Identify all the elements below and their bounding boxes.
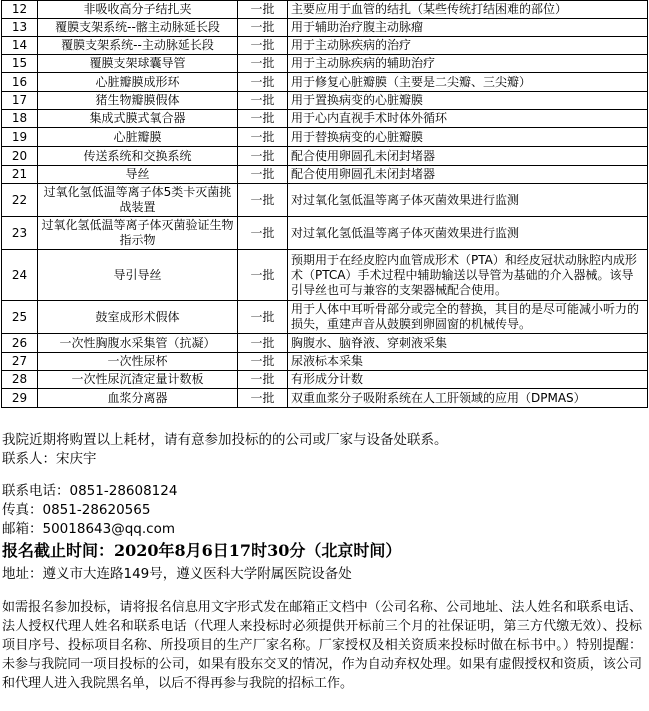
purchase-intro: 我院近期将购置以上耗材，请有意参加投标的的公司或厂家与设备处联系。: [2, 432, 448, 448]
item-batch: 一批: [238, 37, 288, 55]
table-row: [2, 92, 648, 110]
item-usage: 配合使用卵圆孔未闭封堵器: [288, 147, 648, 166]
row-number: 16: [2, 73, 38, 92]
item-batch: 一批: [238, 250, 288, 301]
item-usage: 胸腹水、脑脊液、穿刺液采集: [288, 334, 648, 353]
item-batch: 一批: [238, 217, 288, 250]
item-batch: 一批: [238, 110, 288, 128]
table-body: [2, 1, 648, 408]
item-usage: 用于辅助治疗腹主动脉瘤: [288, 19, 648, 37]
registration-deadline: 报名截止时间：2020年8月6日17时30分（北京时间）: [2, 541, 402, 560]
item-usage: 用于人体中耳听骨部分或完全的替换，其目的是尽可能减小听力的损失，重建声音从鼓膜到卵圆窗的机械传导。: [288, 301, 648, 334]
contact-email: 邮箱：50018643@qq.com: [2, 521, 175, 537]
table-row: [2, 73, 648, 92]
row-number: 22: [2, 184, 38, 217]
item-name: 导丝: [38, 166, 238, 184]
item-name: 一次性胸腹水采集管（抗凝）: [38, 334, 238, 353]
row-number: 20: [2, 147, 38, 166]
table-row: [2, 166, 648, 184]
row-number: 24: [2, 250, 38, 301]
row-number: 29: [2, 389, 38, 408]
row-number: 18: [2, 110, 38, 128]
row-number: 19: [2, 128, 38, 147]
table-row: [2, 334, 648, 353]
item-usage: 有形成分计数: [288, 371, 648, 389]
item-batch: 一批: [238, 92, 288, 110]
table-row: [2, 371, 648, 389]
table-row: [2, 147, 648, 166]
table-row: [2, 389, 648, 408]
table-row: [2, 301, 648, 334]
table-row: [2, 1, 648, 19]
contact-fax: 传真：0851-28620565: [2, 502, 151, 518]
item-name: 过氧化氢低温等离子体5类卡灭菌挑战装置: [38, 184, 238, 217]
table-row: [2, 217, 648, 250]
item-batch: 一批: [238, 334, 288, 353]
item-batch: 一批: [238, 353, 288, 371]
item-usage: 尿液标本采集: [288, 353, 648, 371]
item-name: 猪生物瓣膜假体: [38, 92, 238, 110]
item-usage: 用于心内直视手术时体外循环: [288, 110, 648, 128]
item-batch: 一批: [238, 371, 288, 389]
item-usage: 配合使用卵圆孔未闭封堵器: [288, 166, 648, 184]
table-row: [2, 128, 648, 147]
item-batch: 一批: [238, 147, 288, 166]
item-name: 覆膜支架球囊导管: [38, 55, 238, 73]
row-number: 25: [2, 301, 38, 334]
item-batch: 一批: [238, 166, 288, 184]
row-number: 17: [2, 92, 38, 110]
item-name: 一次性尿杯: [38, 353, 238, 371]
item-name: 鼓室成形术假体: [38, 301, 238, 334]
row-number: 14: [2, 37, 38, 55]
item-batch: 一批: [238, 184, 288, 217]
table-row: [2, 250, 648, 301]
row-number: 12: [2, 1, 38, 19]
item-name: 心脏瓣膜: [38, 128, 238, 147]
item-batch: 一批: [238, 73, 288, 92]
row-number: 26: [2, 334, 38, 353]
item-batch: 一批: [238, 128, 288, 147]
item-batch: 一批: [238, 389, 288, 408]
item-usage: 用于修复心脏瓣膜（主要是二尖瓣、三尖瓣）: [288, 73, 648, 92]
address: 地址：遵义市大连路149号，遵义医科大学附属医院设备处: [2, 566, 352, 582]
contact-phone: 联系电话：0851-28608124: [2, 483, 178, 499]
table-row: [2, 19, 648, 37]
row-number: 27: [2, 353, 38, 371]
item-batch: 一批: [238, 55, 288, 73]
item-name: 一次性尿沉渣定量计数板: [38, 371, 238, 389]
row-number: 15: [2, 55, 38, 73]
item-usage: 双重血浆分子吸附系统在人工肝领域的应用（DPMAS）: [288, 389, 648, 408]
row-number: 23: [2, 217, 38, 250]
registration-instructions: 如需报名参加投标，请将报名信息用文字形式发在邮箱正文档中（公司名称、公司地址、法人姓名和联系电话、法人授权代理人姓名和联系电话（代理人来投标时必须提供开标前三个月的社保证明，第三方代缴无效）、投标项目序号、投标项目名称、所投项目的生产厂家名称。厂家授权及相关资质来投标时做在标书中。）特别提醒：未参与我院同一项目投标的公司，如果有股东交叉的情况，作为自动弃权处理。如果有虚假授权和资质，该公司和代理人进入我院黑名单，以后不得再参与我院的招标工作。: [2, 600, 642, 691]
item-batch: 一批: [238, 1, 288, 19]
item-usage: 预期用于在经皮腔内血管成形术（PTA）和经皮冠状动脉腔内成形术（PTCA）手术过程中辅助输送以导管为基础的介入器械。该导引导丝也可与兼容的支架器械配合使用。: [288, 250, 648, 301]
item-batch: 一批: [238, 301, 288, 334]
item-batch: 一批: [238, 19, 288, 37]
table-row: [2, 55, 648, 73]
item-name: 覆膜支架系统--主动脉延长段: [38, 37, 238, 55]
item-name: 传送系统和交换系统: [38, 147, 238, 166]
item-name: 覆膜支架系统--髂主动脉延长段: [38, 19, 238, 37]
table-row: [2, 37, 648, 55]
item-usage: 主要应用于血管的结扎（某些传统打结困难的部位）: [288, 1, 648, 19]
item-name: 过氧化氢低温等离子体灭菌验证生物指示物: [38, 217, 238, 250]
row-number: 21: [2, 166, 38, 184]
item-name: 心脏瓣膜成形环: [38, 73, 238, 92]
table-row: [2, 184, 648, 217]
consumables-table: [1, 0, 648, 408]
item-usage: 对过氧化氢低温等离子体灭菌效果进行监测: [288, 217, 648, 250]
item-name: 导引导丝: [38, 250, 238, 301]
item-usage: 用于置换病变的心脏瓣膜: [288, 92, 648, 110]
table-row: [2, 353, 648, 371]
item-name: 非吸收高分子结扎夹: [38, 1, 238, 19]
row-number: 13: [2, 19, 38, 37]
table-row: [2, 110, 648, 128]
item-name: 集成式膜式氧合器: [38, 110, 238, 128]
contact-person: 联系人：宋庆宇: [2, 451, 97, 467]
item-usage: 对过氧化氢低温等离子体灭菌效果进行监测: [288, 184, 648, 217]
item-usage: 用于主动脉疾病的治疗: [288, 37, 648, 55]
item-name: 血浆分离器: [38, 389, 238, 408]
row-number: 28: [2, 371, 38, 389]
item-usage: 用于替换病变的心脏瓣膜: [288, 128, 648, 147]
item-usage: 用于主动脉疾病的辅助治疗: [288, 55, 648, 73]
